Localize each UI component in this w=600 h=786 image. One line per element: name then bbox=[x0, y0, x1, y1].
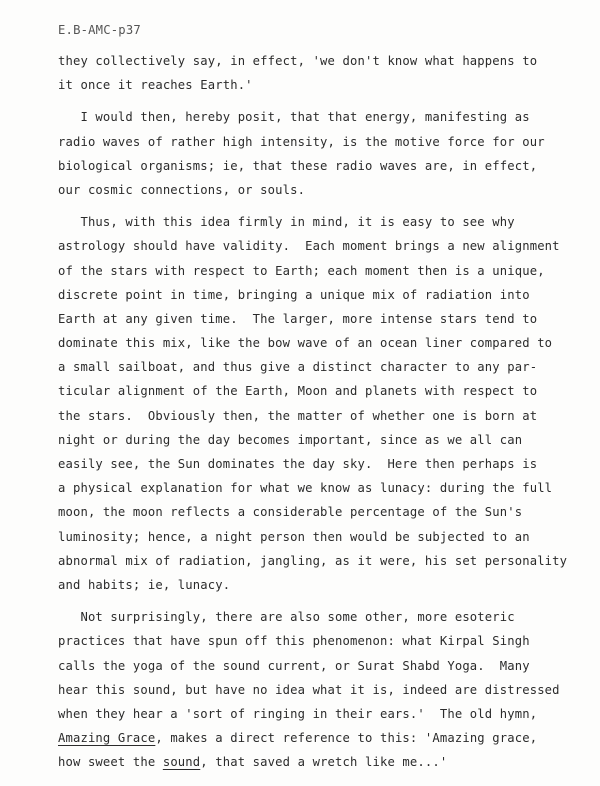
text-line: hear this sound, but have no idea what it is, indeed are distressed bbox=[58, 682, 560, 697]
paragraph-1 bbox=[58, 49, 558, 97]
text-line bbox=[58, 726, 558, 750]
text-line: astrology should have validity. Each moment brings a new alignment bbox=[58, 239, 560, 254]
paragraph-3 bbox=[58, 210, 568, 597]
paragraph-2 bbox=[58, 105, 558, 202]
text-line: calls the yoga of the sound current, or Surat Shabd Yoga. Many bbox=[58, 658, 530, 673]
text-line: dominate this mix, like the bow wave of an ocean liner compared to bbox=[58, 336, 553, 351]
text-line: they collectively say, in effect, 'we don't know what happens to bbox=[58, 54, 538, 68]
text-line: and habits; ie, lunacy. bbox=[58, 577, 231, 592]
last-line-post: , that saved a wretch like me...' bbox=[200, 755, 448, 770]
last-line-pre: how sweet the bbox=[58, 755, 163, 770]
text-line: night or during the day becomes important, since as we all can bbox=[58, 432, 523, 447]
text-line: radio waves of rather high intensity, is the motive force for our bbox=[58, 134, 545, 149]
underlined-sound: sound bbox=[162, 755, 201, 770]
hymn-title: Amazing Grace bbox=[58, 731, 156, 746]
body-text bbox=[58, 49, 568, 774]
text-line: easily see, the Sun dominates the day sky. Here then perhaps is bbox=[58, 457, 538, 471]
text-line: Not surprisingly, there are also some other, more esoteric bbox=[58, 610, 515, 625]
text-line: when they hear a 'sort of ringing in their ears.' The old hymn, bbox=[58, 706, 538, 721]
text-line: Earth at any given time. The larger, more intense stars tend to bbox=[58, 311, 538, 326]
text-line: the stars. Obviously then, the matter of whether one is born at bbox=[58, 408, 538, 423]
page-header: E.B-AMC-p37 bbox=[58, 23, 141, 37]
text-line: our cosmic connections, or souls. bbox=[58, 182, 306, 197]
text-line: discrete point in time, bringing a unique mix of radiation into bbox=[58, 287, 530, 302]
text-line: it once it reaches Earth.' bbox=[58, 78, 253, 93]
text-line: a small sailboat, and thus give a distinct character to any par- bbox=[58, 360, 538, 375]
text-line: luminosity; hence, a night person then would be subjected to an bbox=[58, 529, 530, 544]
text-line: practices that have spun off this phenomenon: what Kirpal Singh bbox=[58, 634, 530, 649]
text-line: moon, the moon reflects a considerable percentage of the Sun's bbox=[58, 505, 523, 520]
text-line: biological organisms; ie, that these radio waves are, in effect, bbox=[58, 158, 538, 173]
text-line: of the stars with respect to Earth; each moment then is a unique, bbox=[58, 263, 545, 278]
paragraph-4 bbox=[58, 605, 558, 774]
text-line bbox=[58, 750, 558, 774]
text-line: I would then, hereby posit, that that energy, manifesting as bbox=[58, 110, 530, 125]
text-line: a physical explanation for what we know as lunacy: during the full bbox=[58, 481, 553, 496]
text-line: abnormal mix of radiation, jangling, as it were, his set personality bbox=[58, 553, 568, 568]
hymn-line-rest: , makes a direct reference to this: 'Amazing grace, bbox=[155, 731, 538, 746]
text-line: ticular alignment of the Earth, Moon and planets with respect to bbox=[58, 384, 538, 399]
text-line: Thus, with this idea firmly in mind, it is easy to see why bbox=[58, 215, 515, 230]
